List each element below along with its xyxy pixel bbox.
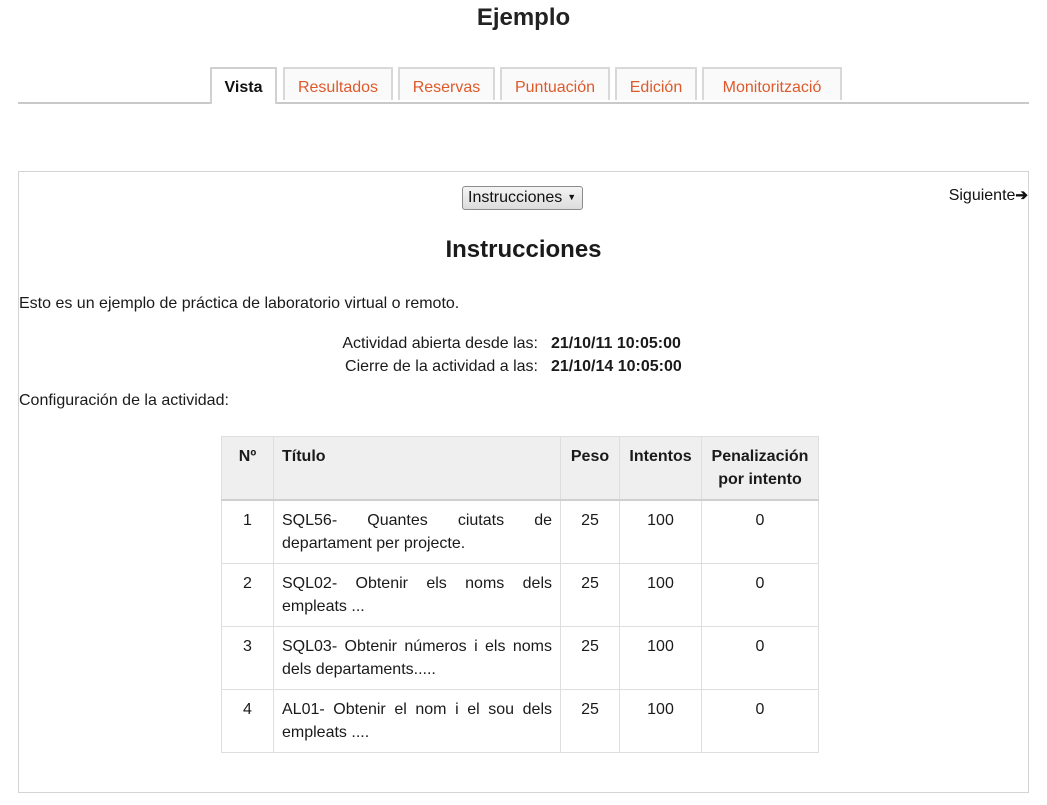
open-date-label: Actividad abierta desde las: bbox=[342, 335, 538, 352]
cell-number: 3 bbox=[222, 627, 274, 690]
tab-puntuacion[interactable]: Puntuación bbox=[500, 67, 610, 100]
tab-edicion[interactable]: Edición bbox=[615, 67, 697, 100]
cell-attempts: 100 bbox=[620, 500, 702, 564]
cell-weight: 25 bbox=[561, 627, 620, 690]
close-date-value: 21/10/14 10:05:00 bbox=[551, 358, 682, 375]
cell-attempts: 100 bbox=[620, 564, 702, 627]
cell-weight: 25 bbox=[561, 564, 620, 627]
chevron-down-icon: ▼ bbox=[567, 192, 577, 202]
activity-dates bbox=[19, 332, 1028, 378]
table-row bbox=[222, 500, 819, 564]
section-heading: Instrucciones bbox=[445, 236, 602, 263]
table-row bbox=[222, 690, 819, 753]
open-date-value: 21/10/11 10:05:00 bbox=[551, 335, 681, 352]
header-attempts: Intentos bbox=[620, 437, 702, 501]
page-title: Ejemplo bbox=[476, 4, 571, 31]
cell-penalty: 0 bbox=[702, 627, 819, 690]
header-title: Título bbox=[274, 437, 561, 501]
cell-title: SQL03- Obtenir números i els noms dels departaments..... bbox=[274, 627, 561, 690]
cell-number: 2 bbox=[222, 564, 274, 627]
open-date-row bbox=[19, 332, 1028, 355]
activities-table bbox=[221, 436, 819, 753]
cell-attempts: 100 bbox=[620, 690, 702, 753]
table-row bbox=[222, 564, 819, 627]
header-weight: Peso bbox=[561, 437, 620, 501]
cell-title: SQL02- Obtenir els noms dels empleats ... bbox=[274, 564, 561, 627]
cell-attempts: 100 bbox=[620, 627, 702, 690]
cell-number: 1 bbox=[222, 500, 274, 564]
cell-penalty: 0 bbox=[702, 500, 819, 564]
header-number: Nº bbox=[222, 437, 274, 501]
content-panel bbox=[18, 171, 1029, 793]
close-date-label: Cierre de la actividad a las: bbox=[345, 358, 538, 375]
close-date-row bbox=[19, 355, 1028, 378]
cell-weight: 25 bbox=[561, 500, 620, 564]
intro-text: Esto es un ejemplo de práctica de laboratorio virtual o remoto. bbox=[19, 295, 460, 312]
next-link[interactable] bbox=[949, 186, 1028, 206]
tab-bar bbox=[18, 67, 1029, 104]
cell-number: 4 bbox=[222, 690, 274, 753]
cell-penalty: 0 bbox=[702, 690, 819, 753]
section-select[interactable] bbox=[462, 186, 583, 210]
cell-title: AL01- Obtenir el nom i el sou dels empleats .... bbox=[274, 690, 561, 753]
next-label: Siguiente bbox=[948, 187, 1016, 204]
config-label: Configuración de la actividad: bbox=[19, 392, 229, 409]
cell-penalty: 0 bbox=[702, 564, 819, 627]
header-penalty: Penalización por intento bbox=[702, 437, 819, 501]
table-row bbox=[222, 627, 819, 690]
tab-reservas[interactable]: Reservas bbox=[398, 67, 495, 100]
tab-resultados[interactable]: Resultados bbox=[283, 67, 393, 100]
section-select-value: Instrucciones bbox=[468, 189, 563, 206]
tab-monitoritzacio[interactable]: Monitorització bbox=[702, 67, 842, 100]
cell-weight: 25 bbox=[561, 690, 620, 753]
table-header-row bbox=[222, 437, 819, 501]
cell-title: SQL56- Quantes ciutats de departament per projecte. bbox=[274, 500, 561, 564]
tab-vista[interactable]: Vista bbox=[210, 67, 277, 104]
arrow-right-icon: ➔ bbox=[1015, 187, 1028, 204]
